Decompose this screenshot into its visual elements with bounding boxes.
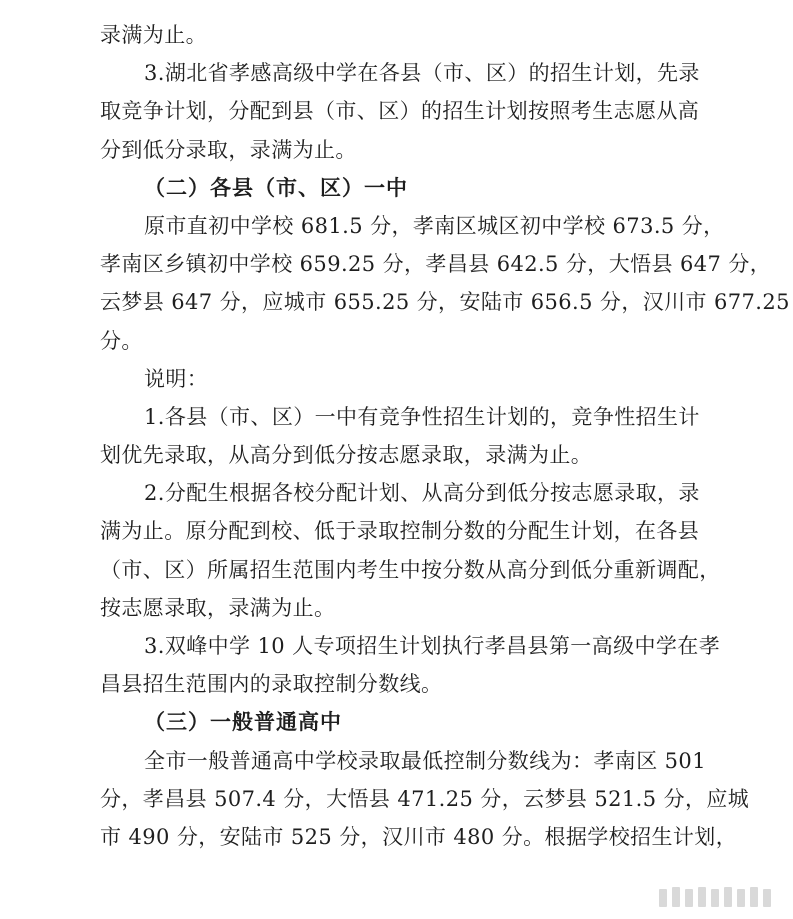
section-heading: （二）各县（市、区）一中 (144, 174, 408, 200)
watermark-mark (659, 887, 771, 907)
document-body (100, 16, 790, 856)
text-line: 分到低分录取，录满为止。 (100, 137, 357, 162)
text-line: 说明： (144, 366, 209, 391)
text-line: 分。 (100, 328, 143, 353)
text-line: 市 490 分，安陆市 525 分，汉川市 480 分。根据学校招生计划， (100, 824, 738, 849)
text-line: 3.湖北省孝感高级中学在各县（市、区）的招生计划，先录 (144, 61, 700, 86)
text-line: 满为止。原分配到校、低于录取控制分数的分配生计划，在各县 (100, 519, 700, 544)
text-line: 原市直初中学校 681.5 分，孝南区城区初中学校 673.5 分， (144, 213, 725, 238)
text-line: 分，孝昌县 507.4 分，大悟县 471.25 分，云梦县 521.5 分，应城 (100, 786, 750, 811)
text-line: 划优先录取，从高分到低分按志愿录取，录满为止。 (100, 443, 593, 468)
text-line: 2.分配生根据各校分配计划、从高分到低分按志愿录取，录 (144, 481, 700, 506)
text-line: 录满为止。 (100, 23, 207, 47)
text-line: 取竞争计划，分配到县（市、区）的招生计划按照考生志愿从高 (100, 99, 700, 124)
text-line: 全市一般普通高中学校录取最低控制分数线为：孝南区 501 (144, 748, 706, 773)
text-line: 1.各县（市、区）一中有竞争性招生计划的，竞争性招生计 (144, 404, 700, 429)
section-heading: （三）一般普通高中 (144, 709, 342, 735)
text-line: 孝南区乡镇初中学校 659.25 分，孝昌县 642.5 分，大悟县 647 分， (100, 252, 772, 277)
text-line: 3.双峰中学 10 人专项招生计划执行孝昌县第一高级中学在孝 (144, 634, 721, 658)
text-line: 按志愿录取，录满为止。 (100, 595, 336, 620)
text-line: 昌县招生范围内的录取控制分数线。 (100, 672, 443, 697)
text-line: 云梦县 647 分，应城市 655.25 分，安陆市 656.5 分，汉川市 677.25 (100, 290, 790, 315)
text-line: （市、区）所属招生范围内考生中按分数从高分到低分重新调配， (100, 557, 721, 582)
